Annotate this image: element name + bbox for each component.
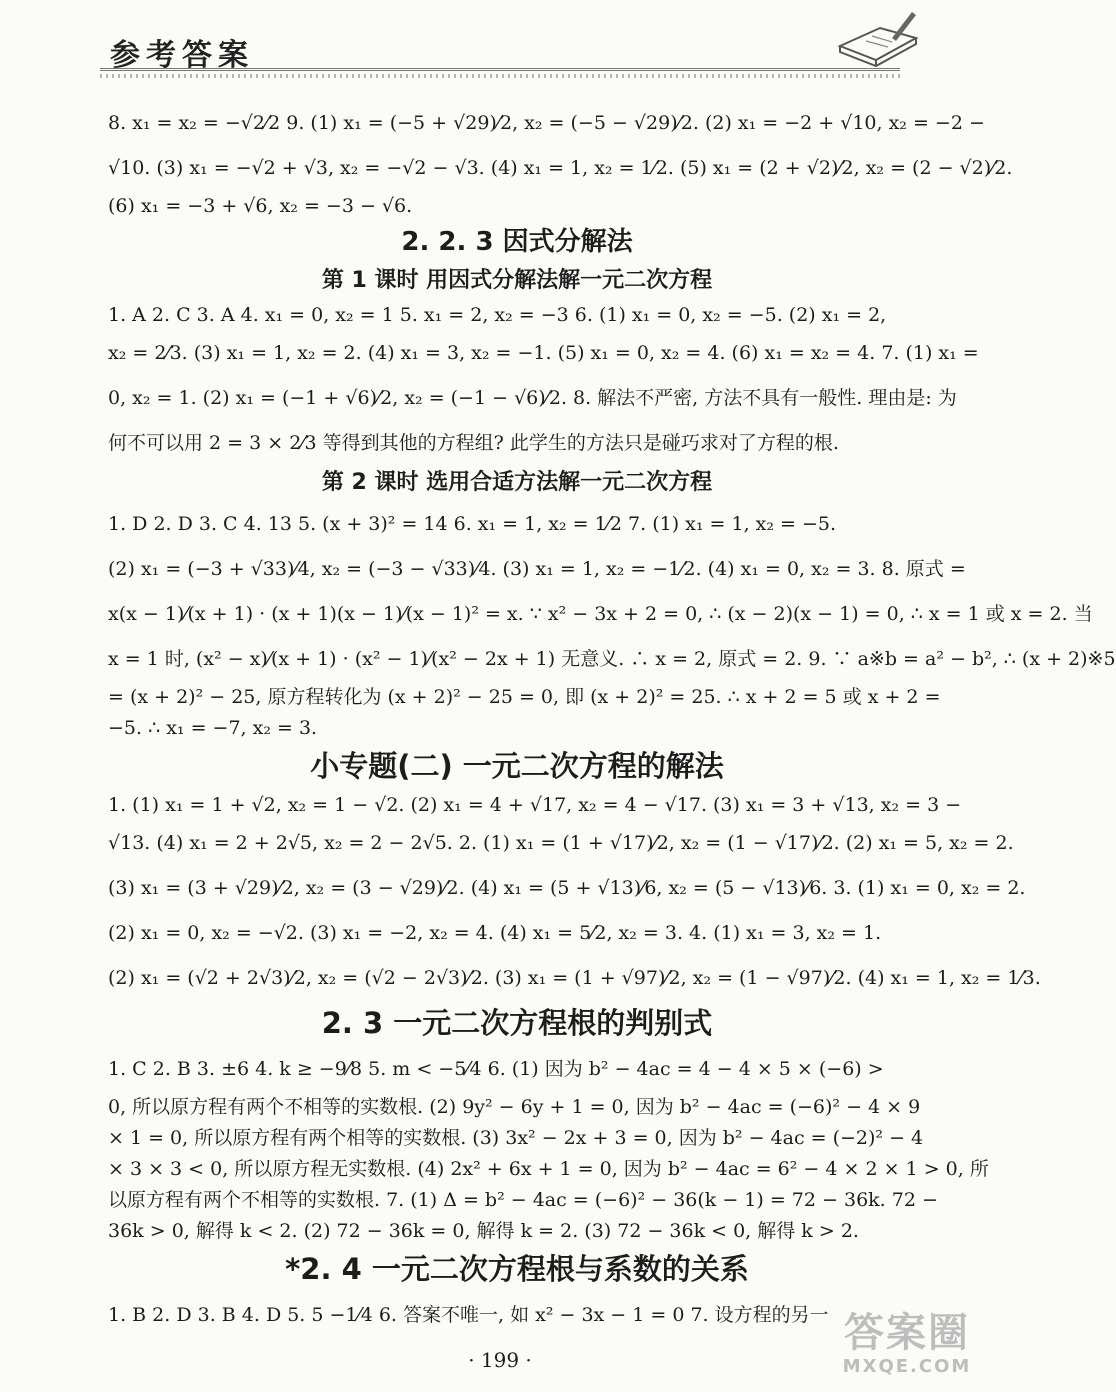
answer-line: 以原方程有两个不相等的实数根. 7. (1) Δ = b² − 4ac = (−6)² − 36(k − 1) = 72 − 36k. 72 −: [108, 1188, 938, 1211]
watermark-text: 答案圈: [844, 1310, 970, 1356]
watermark-logo: [822, 1310, 992, 1388]
answer-line: −5. ∴ x₁ = −7, x₂ = 3.: [108, 716, 318, 739]
book-pen-icon: [832, 8, 922, 68]
answer-line: √10. (3) x₁ = −√2 + √3, x₂ = −√2 − √3. (4) x₁ = 1, x₂ = 1⁄2. (5) x₁ = (2 + √2)⁄2, x₂ = (2 − √2)⁄2.: [108, 156, 1013, 179]
answer-line: × 3 × 3 < 0, 所以原方程无实数根. (4) 2x² + 6x + 1 = 0, 因为 b² − 4ac = 6² − 4 × 2 × 1 > 0, 所: [108, 1157, 989, 1180]
answer-line: 1. D 2. D 3. C 4. 13 5. (x + 3)² = 14 6. x₁ = 1, x₂ = 1⁄2 7. (1) x₁ = 1, x₂ = −5.: [108, 512, 837, 535]
answer-line: √13. (4) x₁ = 2 + 2√5, x₂ = 2 − 2√5. 2. (1) x₁ = (1 + √17)⁄2, x₂ = (1 − √17)⁄2. (2) x₁ = 5, x₂ = 2.: [108, 831, 1014, 854]
answer-line: 1. C 2. B 3. ±6 4. k ≥ −9⁄8 5. m < −5⁄4 6. (1) 因为 b² − 4ac = 4 − 4 × 5 × (−6) >: [108, 1057, 884, 1080]
answer-line: (2) x₁ = (√2 + 2√3)⁄2, x₂ = (√2 − 2√3)⁄2. (3) x₁ = (1 + √97)⁄2, x₂ = (1 − √97)⁄2. (4) x₁ = 1, x₂ = 1⁄3.: [108, 966, 1041, 989]
answer-line: 0, 所以原方程有两个不相等的实数根. (2) 9y² − 6y + 1 = 0, 因为 b² − 4ac = (−6)² − 4 × 9: [108, 1095, 921, 1118]
answer-line: 1. (1) x₁ = 1 + √2, x₂ = 1 − √2. (2) x₁ = 4 + √17, x₂ = 4 − √17. (3) x₁ = 3 + √13, x₂ = 3 −: [108, 793, 962, 816]
answer-line: x(x − 1)⁄(x + 1) · (x + 1)(x − 1)⁄(x − 1)² = x. ∵ x² − 3x + 2 = 0, ∴ (x − 2)(x − 1) = 0, ∴ x = 1 或 x = 2. 当: [108, 602, 1093, 625]
answer-line: (6) x₁ = −3 + √6, x₂ = −3 − √6.: [108, 194, 413, 217]
page-number: · 199 ·: [468, 1348, 532, 1372]
header-title: 参考答案: [110, 38, 254, 73]
header-divider: [100, 68, 900, 71]
answer-line: 8. x₁ = x₂ = −√2⁄2 9. (1) x₁ = (−5 + √29)⁄2, x₂ = (−5 − √29)⁄2. (2) x₁ = −2 + √10, x₂ = −2 −: [108, 111, 985, 134]
answer-line: (3) x₁ = (3 + √29)⁄2, x₂ = (3 − √29)⁄2. (4) x₁ = (5 + √13)⁄6, x₂ = (5 − √13)⁄6. 3. (1) x₁ = 0, x₂ = 2.: [108, 876, 1026, 899]
answer-line: 何不可以用 2 = 3 × 2⁄3 等得到其他的方程组? 此学生的方法只是碰巧求对了方程的根.: [108, 431, 839, 454]
watermark-url: MXQE.COM: [842, 1356, 972, 1377]
answer-line: = (x + 2)² − 25, 原方程转化为 (x + 2)² − 25 = 0, 即 (x + 2)² = 25. ∴ x + 2 = 5 或 x + 2 =: [108, 685, 941, 708]
answer-line: 1. A 2. C 3. A 4. x₁ = 0, x₂ = 1 5. x₁ = 2, x₂ = −3 6. (1) x₁ = 0, x₂ = −5. (2) x₁ = 2,: [108, 303, 887, 326]
answer-line: 1. B 2. D 3. B 4. D 5. 5 −1⁄4 6. 答案不唯一, 如 x² − 3x − 1 = 0 7. 设方程的另一: [108, 1303, 829, 1326]
answer-line: x = 1 时, (x² − x)⁄(x + 1) · (x² − 1)⁄(x² − 2x + 1) 无意义. ∴ x = 2, 原式 = 2. 9. ∵ a※b = a² − b², ∴ (x + 2)※5: [108, 647, 1116, 670]
lesson-1-title: 第 1 课时 用因式分解法解一元二次方程: [321, 268, 713, 293]
answer-line: (2) x₁ = 0, x₂ = −√2. (3) x₁ = −2, x₂ = 4. (4) x₁ = 5⁄2, x₂ = 3. 4. (1) x₁ = 3, x₂ = 1.: [108, 921, 882, 944]
answer-line: (2) x₁ = (−3 + √33)⁄4, x₂ = (−3 − √33)⁄4. (3) x₁ = 1, x₂ = −1⁄2. (4) x₁ = 0, x₂ = 3. 8. 原式 =: [108, 557, 966, 580]
answer-line: 0, x₂ = 1. (2) x₁ = (−1 + √6)⁄2, x₂ = (−1 − √6)⁄2. 8. 解法不严密, 方法不具有一般性. 理由是: 为: [108, 386, 957, 409]
section-title-2-2-3: 2. 2. 3 因式分解法: [401, 227, 633, 257]
page-header: [0, 0, 1000, 95]
section-title-2-4: *2. 4 一元二次方程根与系数的关系: [285, 1252, 749, 1286]
section-title-2-3: 2. 3 一元二次方程根的判别式: [321, 1006, 713, 1040]
topic-2-title: 小专题(二) 一元二次方程的解法: [310, 749, 724, 783]
answer-line: x₂ = 2⁄3. (3) x₁ = 1, x₂ = 2. (4) x₁ = 3, x₂ = −1. (5) x₁ = 0, x₂ = 4. (6) x₁ = x₂ = 4. 7. (1) x₁ =: [108, 341, 979, 364]
answer-line: 36k > 0, 解得 k < 2. (2) 72 − 36k = 0, 解得 k = 2. (3) 72 − 36k < 0, 解得 k > 2.: [108, 1219, 859, 1242]
header-dotted-rule: [100, 74, 900, 78]
answer-line: × 1 = 0, 所以原方程有两个相等的实数根. (3) 3x² − 2x + 3 = 0, 因为 b² − 4ac = (−2)² − 4: [108, 1126, 924, 1149]
lesson-2-title: 第 2 课时 选用合适方法解一元二次方程: [321, 470, 713, 495]
